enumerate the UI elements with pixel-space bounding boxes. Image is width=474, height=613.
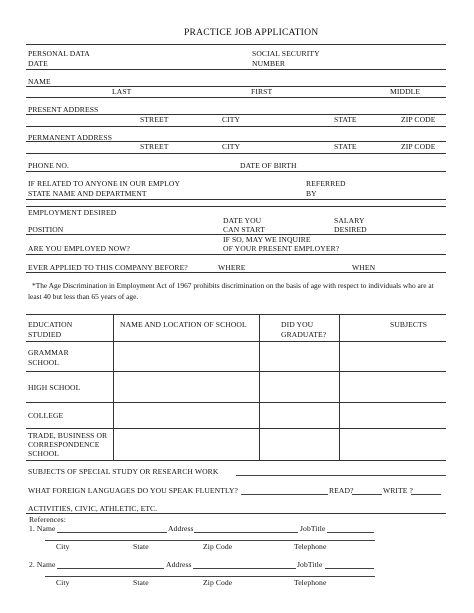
form-title: PRACTICE JOB APPLICATION <box>184 27 319 38</box>
trade-row-label: TRADE, BUSINESS OR <box>28 431 108 440</box>
when-label: WHEN <box>352 263 376 272</box>
ref1-state-label: State <box>133 542 149 551</box>
ref1-name-label: 1. Name <box>29 524 56 533</box>
high-school-row-label: HIGH SCHOOL <box>28 383 81 392</box>
employed-now-label: ARE YOU EMPLOYED NOW? <box>28 244 131 253</box>
graduate-header: GRADUATE? <box>281 330 327 339</box>
read-label: READ? <box>329 486 354 495</box>
table-row-divider <box>26 428 446 429</box>
special-study-field-line[interactable] <box>236 475 446 476</box>
ref1-name-field[interactable] <box>57 532 167 533</box>
phone-label: PHONE NO. <box>28 161 69 170</box>
middle-label: MIDDLE <box>390 87 421 96</box>
ref1-contact-field[interactable] <box>45 540 375 541</box>
divider <box>26 97 446 98</box>
ref2-name-label: 2. Name <box>29 560 56 569</box>
table-border-bottom <box>26 460 446 461</box>
number-label: NUMBER <box>252 59 286 68</box>
divider <box>26 126 446 127</box>
by-label: BY <box>306 189 317 198</box>
references-label: References: <box>29 515 66 524</box>
first-label: FIRST <box>251 87 273 96</box>
ref2-jobtitle-field[interactable] <box>325 568 374 569</box>
ref2-name-field[interactable] <box>57 568 164 569</box>
table-border-top <box>26 314 446 315</box>
desired-label: DESIRED <box>334 225 367 234</box>
languages-field-line[interactable] <box>241 494 328 495</box>
permanent-address-label: PERMANENT ADDRESS <box>28 133 113 142</box>
table-row-divider <box>26 341 446 342</box>
if-so-label: IF SO, MAY WE INQUIRE <box>223 235 311 244</box>
street-label: STREET <box>140 142 169 151</box>
employed-field-line[interactable] <box>26 254 446 255</box>
ref1-city-label: City <box>56 542 70 551</box>
referred-label: REFERRED <box>306 179 346 188</box>
personal-data-label: PERSONAL DATA <box>28 49 90 58</box>
date-field-line[interactable] <box>26 69 446 70</box>
special-study-label: SUBJECTS OF SPECIAL STUDY OR RESEARCH WORK <box>28 467 219 476</box>
ref2-jobtitle-label: JobTitle <box>297 560 323 569</box>
trade-school-row-label: SCHOOL <box>28 449 59 458</box>
ref1-jobtitle-field[interactable] <box>327 532 374 533</box>
subjects-header: SUBJECTS <box>390 320 428 329</box>
ref1-telephone-label: Telephone <box>294 542 327 551</box>
name-field-line[interactable] <box>26 86 446 87</box>
ever-applied-label: EVER APPLIED TO THIS COMPANY BEFORE? <box>28 263 188 272</box>
name-label: NAME <box>28 77 51 86</box>
write-field-line[interactable] <box>411 494 441 495</box>
present-employer-label: OF YOUR PRESENT EMPLOYER? <box>223 244 340 253</box>
grammar-row-label: GRAMMAR <box>28 348 69 357</box>
ref2-address-label: Address <box>166 560 192 569</box>
studied-header: STUDIED <box>28 330 62 339</box>
last-label: LAST <box>112 87 132 96</box>
date-you-label: DATE YOU <box>223 216 262 225</box>
table-col-divider <box>339 314 340 460</box>
table-col-divider <box>259 314 260 460</box>
position-label: POSITION <box>28 225 64 234</box>
ref1-address-label: Address <box>168 524 194 533</box>
state-name-department-label: STATE NAME AND DEPARTMENT <box>28 189 147 198</box>
city-label: CITY <box>222 142 241 151</box>
grammar-school-row-label: SCHOOL <box>28 358 59 367</box>
ref1-zip-label: Zip Code <box>203 542 233 551</box>
salary-label: SALARY <box>334 216 365 225</box>
activities-field-line[interactable] <box>26 513 446 514</box>
ref2-contact-field[interactable] <box>45 576 375 577</box>
education-header: EDUCATION <box>28 320 73 329</box>
date-of-birth-label: DATE OF BIRTH <box>240 161 297 170</box>
college-row-label: COLLEGE <box>28 411 64 420</box>
school-name-header: NAME AND LOCATION OF SCHOOL <box>120 320 247 329</box>
where-label: WHERE <box>218 263 246 272</box>
state-label: STATE <box>334 142 357 151</box>
state-label: STATE <box>334 115 357 124</box>
ref2-city-label: City <box>56 578 70 587</box>
ref2-address-field[interactable] <box>193 568 296 569</box>
related-field-line[interactable] <box>26 199 446 200</box>
table-row-divider <box>26 402 446 403</box>
can-start-label: CAN START <box>223 225 265 234</box>
read-field-line[interactable] <box>352 494 382 495</box>
zip-code-label: ZIP CODE <box>401 115 436 124</box>
divider <box>26 153 446 154</box>
languages-label: WHAT FOREIGN LANGUAGES DO YOU SPEAK FLUENTLY? <box>28 486 239 495</box>
ever-applied-field-line[interactable] <box>26 272 446 273</box>
ref1-address-field[interactable] <box>194 532 298 533</box>
correspondence-row-label: CORRESPONDENCE <box>28 440 100 449</box>
divider <box>26 44 446 45</box>
ref2-telephone-label: Telephone <box>294 578 327 587</box>
date-label: DATE <box>28 59 48 68</box>
if-related-label: IF RELATED TO ANYONE IN OUR EMPLOY <box>28 179 181 188</box>
divider <box>26 206 446 207</box>
ref1-jobtitle-label: JobTitle <box>300 524 326 533</box>
activities-label: ACTIVITIES, CIVIC, ATHLETIC, ETC. <box>28 504 158 513</box>
ref2-zip-label: Zip Code <box>203 578 233 587</box>
present-address-label: PRESENT ADDRESS <box>28 105 99 114</box>
employment-desired-label: EMPLOYMENT DESIRED <box>28 208 117 217</box>
phone-field-line[interactable] <box>26 171 446 172</box>
street-label: STREET <box>140 115 169 124</box>
table-row-divider <box>26 371 446 372</box>
zip-code-label: ZIP CODE <box>401 142 436 151</box>
table-col-divider <box>113 314 114 460</box>
city-label: CITY <box>222 115 241 124</box>
age-discrimination-note: *The Age Discrimination in Employment Act of 1967 prohibits discrimination on the basis of age with respect to individuals who are at least 40 but less than 65 years of age. <box>28 281 434 301</box>
did-you-header: DID YOU <box>281 320 314 329</box>
social-security-label: SOCIAL SECURITY <box>252 49 320 58</box>
write-label: WRITE ? <box>383 486 414 495</box>
ref2-state-label: State <box>133 578 149 587</box>
